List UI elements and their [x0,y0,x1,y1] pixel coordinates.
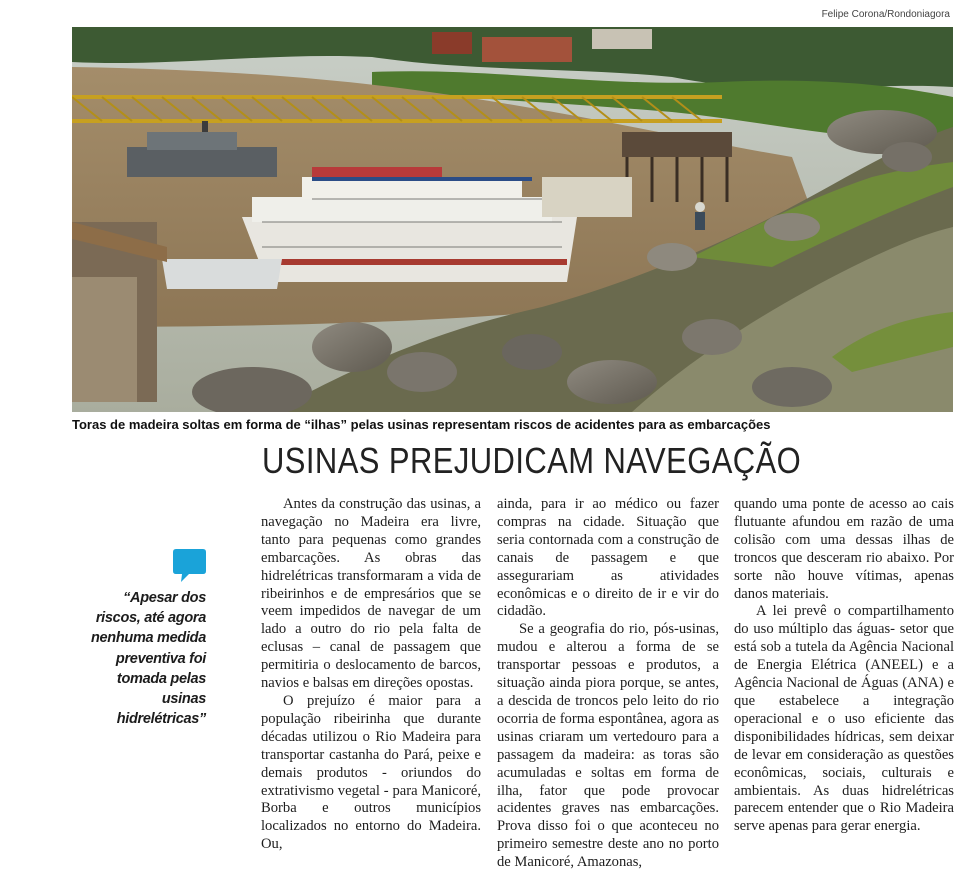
river-port-illustration [72,27,953,412]
photo-credit: Felipe Corona/Rondoniagora [821,9,950,20]
paragraph: A lei prevê o compartilhamento do uso múltiplo das águas- setor que está sob a tutela da Agência Nacional de Energia Elétrica (ANEEL) e a Agência Nacional de Águas (ANA) e que estabelece a integração operacional e o uso eficiente das disponibilidades hídricas, sem deixar de levar em consideração as questões econômicas, sociais, culturais e ambientais. As duas hidrelétricas parecem entender que o Rio Madeira serve apenas para gerar energia. [734,603,954,835]
pull-quote: “Apesar dos riscos, até agora nenhuma medida preventiva foi tomada pelas usinas hidrelétricas” [90,590,206,728]
paragraph: Se a geografia do rio, pós-usinas, mudou e alterou a forma de se transportar pessoas e produtos, a situação ainda piora porque, se antes, a descida de troncos pelo leito do rio ocorria de forma espontânea, agora as usinas criaram um vertedouro para a passagem da madeira: as toras são acumuladas e soltas em forma de ilha, fator que pode provocar acidentes graves nas embarcações. Prova disso foi o que aconteceu no primeiro semestre deste ano no porto de Manicoré, Amazonas, [497,621,719,871]
news-photo [72,27,953,412]
paragraph: O prejuízo é maior para a população ribeirinha que durante décadas utilizou o Rio Madeira para transportar castanha do Pará, peixe e demais produtos - oriundos do extrativismo vegetal - para Manicoré, Borba e outros municípios localizados no entorno do Madeira. Ou, [261,692,481,853]
article-column-2 [497,496,719,872]
paragraph: Antes da construção das usinas, a navegação no Madeira era livre, tanto para pequenas como grandes embarcações. As obras das hidrelétricas transformaram a vida de ribeirinhos e de empresários que se veem impedidos de navegar de um lado a outro do rio pela falta de eclusas – canal de passagem que permitiria o deslocamento de barcos, navios e balsas em direções opostas. [261,496,481,692]
headline: USINAS PREJUDICAM NAVEGAÇÃO [262,440,802,481]
speech-bubble-icon [173,549,206,583]
article-column-1 [261,496,481,854]
paragraph: ainda, para ir ao médico ou fazer compras na cidade. Situação que seria contornada com a construção de canais de passagem e que assegurariam as atividades econômicas e o direito de ir e vir do cidadão. [497,496,719,620]
photo-caption: Toras de madeira soltas em forma de “ilhas” pelas usinas representam riscos de acidentes para as embarcações [72,417,771,432]
article-column-3 [734,496,954,836]
paragraph: quando uma ponte de acesso ao cais flutuante afundou em razão de uma colisão com uma dessas ilhas de troncos que desceram rio abaixo. Por sorte não houve vítimas, apenas danos materiais. [734,496,954,602]
